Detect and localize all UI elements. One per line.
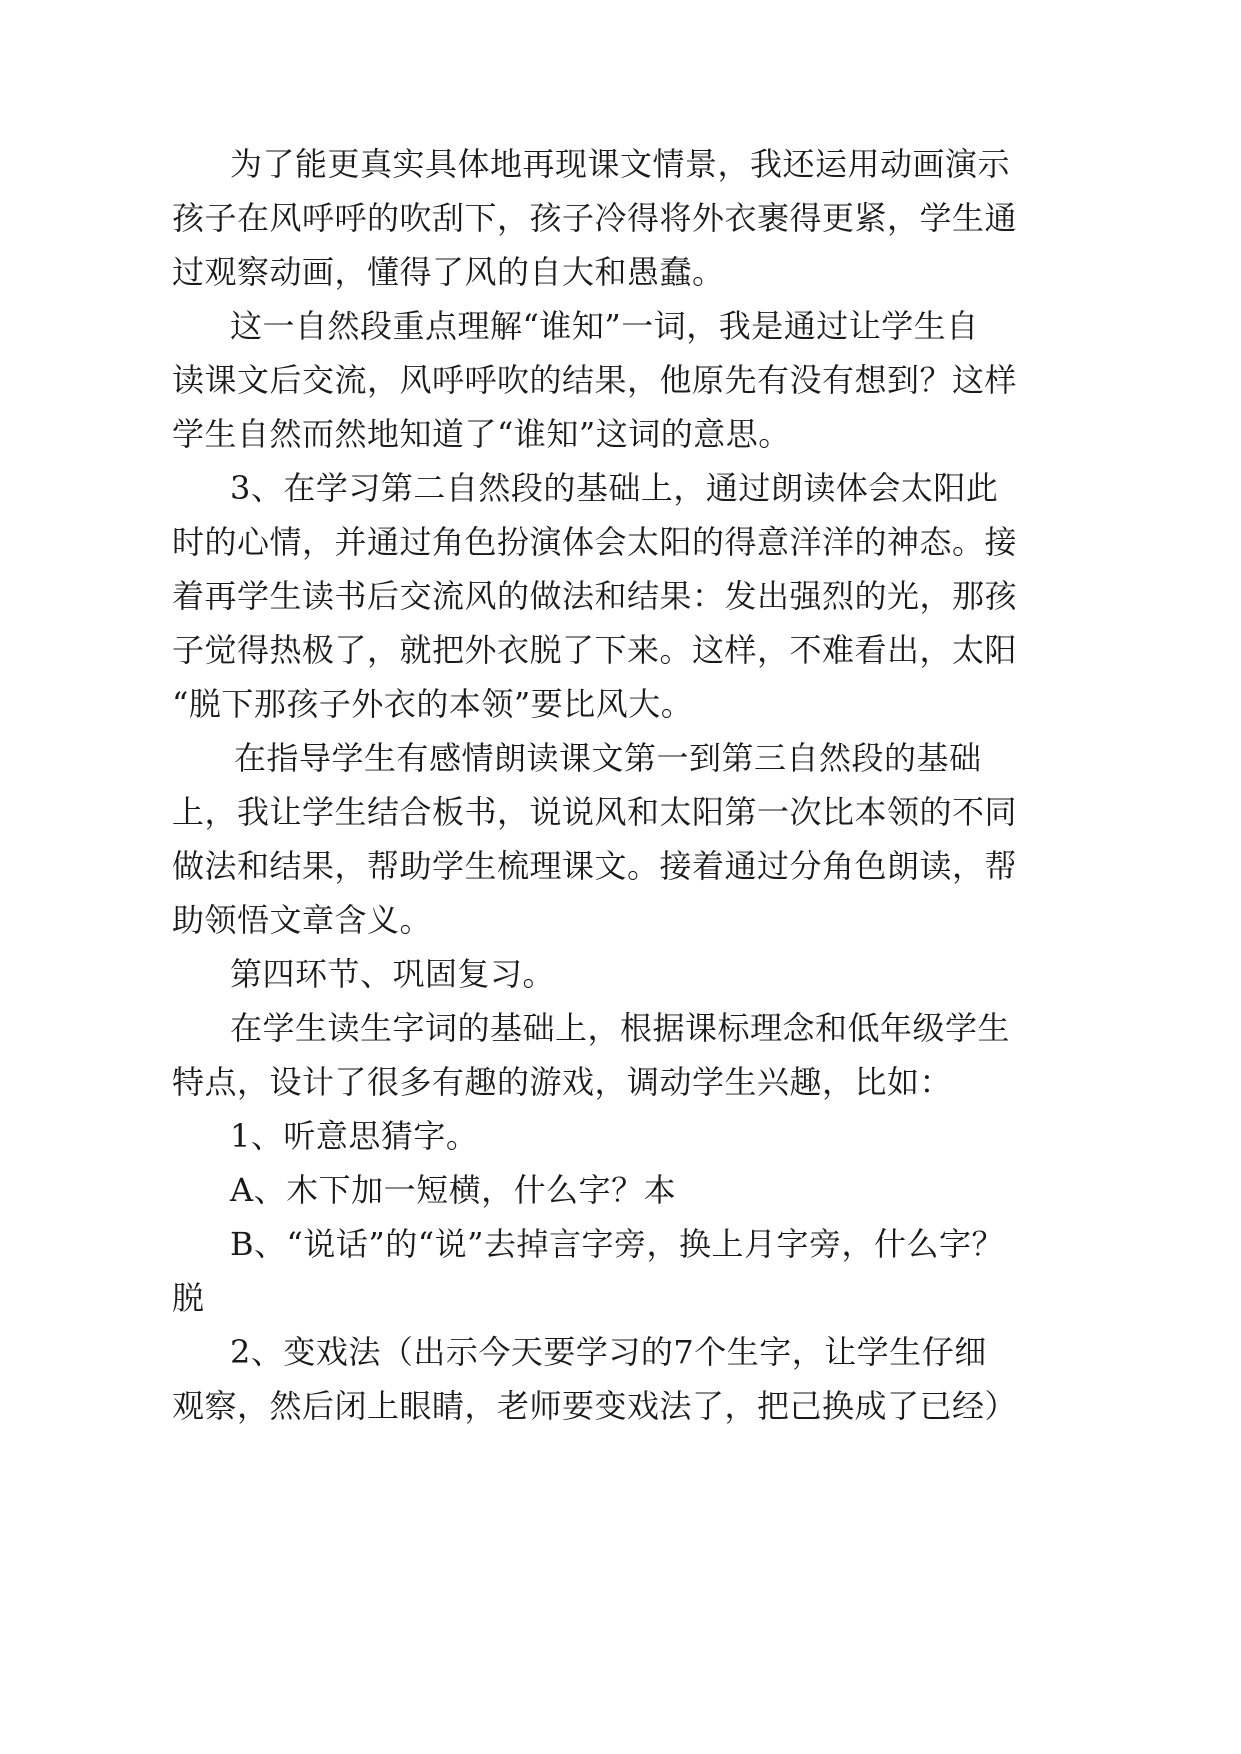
text-line: A、木下加一短横，什么字？本 <box>230 1171 677 1209</box>
text-line: 观察，然后闭上眼睛，老师要变戏法了，把己换成了已经） <box>172 1387 1018 1425</box>
text-line: 这一自然段重点理解“谁知”一词，我是通过让学生自 <box>230 307 979 345</box>
text-line: 上，我让学生结合板书，说说风和太阳第一次比本领的不同 <box>172 793 1018 831</box>
text-line: “脱下那孩子外衣的本领”要比风大。 <box>172 685 694 723</box>
text-line: 1、听意思猜字。 <box>230 1117 479 1155</box>
text-line: 孩子在风呼呼的吹刮下，孩子冷得将外衣裹得更紧，学生通 <box>172 199 1018 237</box>
text-line: 在指导学生有感情朗读课文第一到第三自然段的基础 <box>234 739 982 777</box>
text-line: 读课文后交流，风呼呼吹的结果，他原先有没有想到？这样 <box>172 361 1018 399</box>
text-line: 第四环节、巩固复习。 <box>230 955 556 993</box>
text-line: 学生自然而然地知道了“谁知”这词的意思。 <box>172 415 791 453</box>
text-line: 过观察动画，懂得了风的自大和愚蠢。 <box>172 253 725 291</box>
text-line: 助领悟文章含义。 <box>172 901 433 939</box>
text-line: 时的心情，并通过角色扮演体会太阳的得意洋洋的神态。接 <box>172 523 1018 561</box>
text-line: 特点，设计了很多有趣的游戏，调动学生兴趣，比如： <box>172 1063 953 1101</box>
text-line: 子觉得热极了，就把外衣脱了下来。这样，不难看出，太阳 <box>172 631 1018 669</box>
text-line: 2、变戏法（出示今天要学习的7个生字，让学生仔细 <box>230 1333 987 1371</box>
text-line: 做法和结果，帮助学生梳理课文。接着通过分角色朗读，帮 <box>172 847 1018 885</box>
text-line: 3、在学习第二自然段的基础上，通过朗读体会太阳此 <box>230 469 999 507</box>
text-line: 脱 <box>172 1279 205 1317</box>
text-line: 着再学生读书后交流风的做法和结果：发出强烈的光，那孩 <box>172 577 1018 615</box>
text-line: 在学生读生字词的基础上，根据课标理念和低年级学生 <box>230 1009 1011 1047</box>
text-line: 为了能更真实具体地再现课文情景，我还运用动画演示 <box>230 145 1011 183</box>
text-line: B、“说话”的“说”去掉言字旁，换上月字旁，什么字？ <box>230 1225 1004 1263</box>
